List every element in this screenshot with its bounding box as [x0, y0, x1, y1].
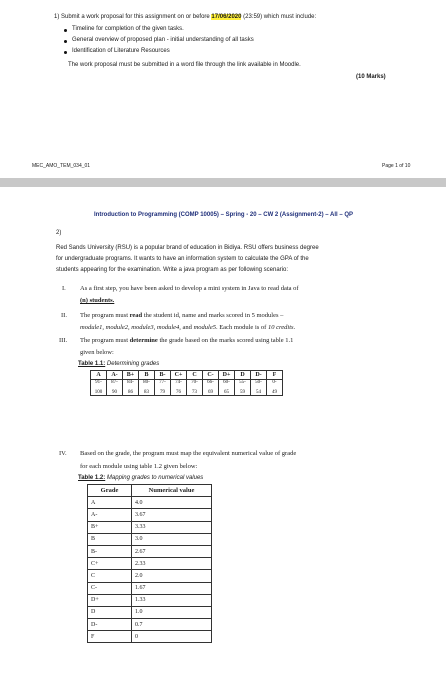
range-upper: 66- — [207, 380, 214, 385]
step4-line2: for each module using table 1.2 given below: — [80, 463, 198, 470]
table1-caption-text: Determining grades — [105, 361, 160, 367]
grade-cell: A — [91, 371, 107, 380]
range-lower: 65 — [224, 390, 229, 395]
step1-line2: (n) students. — [80, 297, 115, 304]
table1-caption — [78, 361, 159, 367]
value-cell: 1.67 — [132, 582, 212, 594]
grade-cell: B+ — [88, 521, 132, 533]
table2-caption — [78, 475, 203, 481]
grade-cell: D+ — [219, 371, 235, 380]
range-lower: 73 — [192, 390, 197, 395]
range-cell — [251, 380, 267, 396]
table2-caption-label: Table 1.2: — [78, 475, 106, 481]
table-row — [88, 533, 212, 545]
grade-cell: C — [187, 371, 203, 380]
step3-text: The program must — [80, 337, 130, 344]
question-number: 2) — [56, 230, 62, 236]
bullet-icon — [64, 29, 67, 32]
range-upper: 87- — [111, 380, 118, 385]
item1-line — [54, 14, 316, 20]
range-upper: 77- — [159, 380, 166, 385]
step2-text: . — [293, 324, 296, 331]
footer-page-number: Page 1 of 10 — [382, 163, 411, 169]
step3-keyword: determine — [129, 337, 158, 344]
range-lower: 83 — [144, 390, 149, 395]
table-row — [88, 619, 212, 631]
bullet-icon — [64, 40, 67, 43]
grade-cell: C- — [203, 371, 219, 380]
grade-cell: B- — [88, 545, 132, 557]
range-lower: 59 — [240, 390, 245, 395]
grade-cell: B- — [155, 371, 171, 380]
range-cell — [107, 380, 123, 396]
range-cell — [187, 380, 203, 396]
range-lower: 86 — [128, 390, 133, 395]
value-cell: 3.67 — [132, 509, 212, 521]
range-upper: 74- — [175, 380, 182, 385]
grade-cell: F — [88, 631, 132, 643]
item1-suffix: (23:59) which must include: — [241, 14, 317, 20]
step2-text: . Each module is of — [215, 324, 268, 331]
mapping-table — [87, 484, 212, 643]
value-column-header: Numerical value — [132, 485, 212, 497]
value-cell: 2.33 — [132, 558, 212, 570]
table-row — [88, 582, 212, 594]
grade-cell: A- — [88, 509, 132, 521]
step3-line2: given below: — [80, 349, 114, 356]
grade-table-header — [91, 371, 283, 380]
range-lower: 49 — [272, 390, 277, 395]
grade-cell: D — [235, 371, 251, 380]
step3-text: the grade based on the marks scored using table 1.1 — [157, 337, 294, 344]
table-row — [88, 509, 212, 521]
range-lower: 79 — [160, 390, 165, 395]
table-row — [88, 497, 212, 509]
step-numeral: II. — [61, 312, 67, 319]
table1-caption-label: Table 1.1: — [78, 361, 106, 367]
range-lower: 54 — [256, 390, 261, 395]
value-cell: 3.0 — [132, 533, 212, 545]
credits: 10 credits — [267, 324, 294, 331]
step2-line2 — [80, 324, 295, 331]
step-numeral: I. — [62, 285, 66, 292]
step4-line1: Based on the grade, the program must map the equivalent numerical value of grade — [80, 450, 297, 457]
grade-cell: B+ — [123, 371, 139, 380]
range-upper: 50- — [255, 380, 262, 385]
bullet-item: Timeline for completion of the given tasks. — [72, 26, 184, 32]
range-cell — [123, 380, 139, 396]
value-cell: 4.0 — [132, 497, 212, 509]
document-page-2 — [0, 187, 446, 700]
bullet-icon — [64, 51, 67, 54]
step2-keyword: read — [129, 312, 143, 319]
table-row — [88, 631, 212, 643]
step1-line1: As a first step, you have been asked to develop a mini system in Java to read data of — [80, 285, 299, 292]
intro-line: Red Sands University (RSU) is a popular brand of education in Bidiya. RSU offers business degree — [56, 245, 319, 251]
range-lower: 69 — [208, 390, 213, 395]
table-row — [88, 521, 212, 533]
range-cell — [235, 380, 251, 396]
grade-cell: F — [267, 371, 283, 380]
step2-line1 — [80, 312, 283, 319]
bullet-item: Identification of Literature Resources — [72, 48, 170, 54]
intro-line: for undergraduate programs. It wants to have an information system to calculate the GPA of the — [56, 256, 309, 262]
module-name: module5 — [193, 324, 216, 331]
range-cell — [267, 380, 283, 396]
module-list: module1, module2, module3, module4, — [80, 324, 181, 331]
footer-doc-code: MEC_AMO_TEM_034_01 — [32, 163, 91, 169]
grade-table-row — [91, 380, 283, 396]
grade-column-header: Grade — [88, 485, 132, 497]
grade-cell: B — [88, 533, 132, 545]
grade-cell: A — [88, 497, 132, 509]
range-cell — [203, 380, 219, 396]
table-row — [88, 545, 212, 557]
range-upper: 0- — [272, 380, 277, 385]
range-cell — [219, 380, 235, 396]
document-page-1 — [0, 0, 446, 178]
step2-text: the student id, name and marks scored in 5 modules – — [142, 312, 284, 319]
range-cell — [139, 380, 155, 396]
step2-text: and — [180, 324, 194, 331]
submission-note: The work proposal must be submitted in a word file through the link available in Moodle. — [68, 62, 301, 68]
value-cell: 2.67 — [132, 545, 212, 557]
grade-cell: D+ — [88, 594, 132, 606]
table2-caption-text: Mapping grades to numerical values — [105, 475, 204, 481]
range-upper: 91- — [95, 380, 102, 385]
range-cell — [91, 380, 107, 396]
range-lower: 90 — [112, 390, 117, 395]
step-numeral: IV. — [59, 450, 67, 457]
grade-cell: C+ — [88, 558, 132, 570]
range-upper: 70- — [191, 380, 198, 385]
table-row — [88, 594, 212, 606]
bullet-item: General overview of proposed plan - initial understanding of all tasks — [72, 37, 254, 43]
value-cell: 3.33 — [132, 521, 212, 533]
grade-cell: B — [139, 371, 155, 380]
table-row — [88, 570, 212, 582]
grade-table — [90, 370, 283, 396]
range-upper: 55- — [239, 380, 246, 385]
page-gap — [0, 178, 446, 187]
grade-cell: D- — [251, 371, 267, 380]
intro-line: students appearing for the examination. Write a java program as per following scenario: — [56, 267, 289, 273]
table-row — [88, 558, 212, 570]
marks-label: (10 Marks) — [356, 74, 386, 80]
grade-cell: C — [88, 570, 132, 582]
grade-cell: C+ — [171, 371, 187, 380]
range-cell — [171, 380, 187, 396]
step-numeral: III. — [59, 337, 68, 344]
step2-text: The program must — [80, 312, 130, 319]
value-cell: 0 — [132, 631, 212, 643]
value-cell: 2.0 — [132, 570, 212, 582]
table-row — [88, 606, 212, 618]
range-upper: 60- — [223, 380, 230, 385]
grade-cell: A- — [107, 371, 123, 380]
deadline-date: 17/06/2020 — [211, 14, 242, 20]
page-header: Introduction to Programming (COMP 10005) – Spring - 20 – CW 2 (Assignment-2) – All – QP — [94, 212, 354, 218]
range-lower: 76 — [176, 390, 181, 395]
value-cell: 1.0 — [132, 606, 212, 618]
grade-cell: D — [88, 606, 132, 618]
range-upper: 80- — [143, 380, 150, 385]
range-cell — [155, 380, 171, 396]
grade-cell: C- — [88, 582, 132, 594]
range-upper: 84- — [127, 380, 134, 385]
grade-cell: D- — [88, 619, 132, 631]
item1-prefix: 1) Submit a work proposal for this assignment on or before — [54, 14, 212, 20]
value-cell: 0.7 — [132, 619, 212, 631]
step3-line1 — [80, 337, 293, 344]
mapping-table-header — [88, 485, 212, 497]
value-cell: 1.33 — [132, 594, 212, 606]
range-lower: 100 — [94, 390, 103, 395]
